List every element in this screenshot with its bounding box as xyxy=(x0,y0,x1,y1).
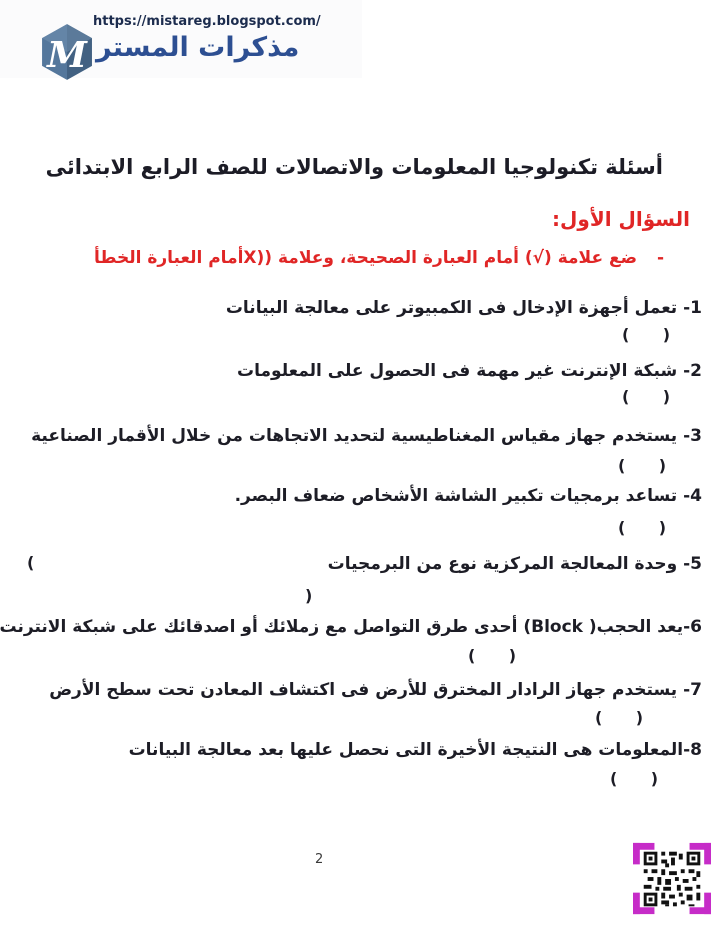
answer-parens-7: ( ) xyxy=(595,708,644,727)
statement-item-7: 7- يستخدم جهاز الرادار المخترق للأرض فى اكتشاف المعادن تحت سطح الأرض xyxy=(49,680,702,700)
exam-title: أسئلة تكنولوجيا المعلومات والاتصالات للصف الرابع الابتدائى xyxy=(45,155,663,179)
instruction-dash: - xyxy=(656,248,664,268)
answer-parens-1: ( ) xyxy=(622,325,671,344)
qr-code xyxy=(630,840,714,918)
answer-parens-6: ( ) xyxy=(468,646,517,665)
page-number: 2 xyxy=(315,852,324,867)
brand-url-text: https://mistareg.blogspot.com/ xyxy=(93,14,321,29)
instruction-line xyxy=(94,248,664,268)
instruction-text: ضع علامة (√) أمام العبارة الصحيحة، وعلامة ((Xأمام العبارة الخطأ xyxy=(94,248,638,268)
brand-hexagon-logo-icon xyxy=(38,22,96,82)
statement-item-4: 4- تساعد برمجيات تكبير الشاشة الأشخاص ضعاف البصر. xyxy=(234,486,702,506)
statement-item-6: 6-يعد الحجب( Block) أحدى طرق التواصل مع زملائك أو اصدقائك على شبكة الانترنت xyxy=(0,617,702,637)
statement-item-5: 5- وحدة المعالجة المركزية نوع من البرمجيات xyxy=(327,554,702,574)
answer-paren-open-5: ( xyxy=(27,553,35,572)
statement-item-3: 3- يستخدم جهاز مقياس المغناطيسية لتحديد الاتجاهات من خلال الأقمار الصناعية xyxy=(31,426,702,446)
statement-item-1: 1- تعمل أجهزة الإدخال فى الكمبيوتر على معالجة البيانات xyxy=(225,298,702,318)
answer-parens-4: ( ) xyxy=(618,518,667,537)
answer-parens-8: ( ) xyxy=(610,769,659,788)
answer-parens-3: ( ) xyxy=(618,456,667,475)
statement-item-8: 8-المعلومات هى النتيجة الأخيرة التى نحصل عليها بعد معالجة البيانات xyxy=(128,740,702,760)
brand-name-text: مذكرات المستر xyxy=(96,32,300,63)
answer-paren-close-5: ) xyxy=(305,586,313,605)
statement-item-2: 2- شبكة الإنترنت غير مهمة فى الحصول على المعلومات xyxy=(237,361,702,381)
answer-parens-2: ( ) xyxy=(622,387,671,406)
logo-letter: M xyxy=(47,34,87,77)
qr-modules xyxy=(644,852,701,907)
question-one-header: السؤال الأول: xyxy=(552,207,690,231)
